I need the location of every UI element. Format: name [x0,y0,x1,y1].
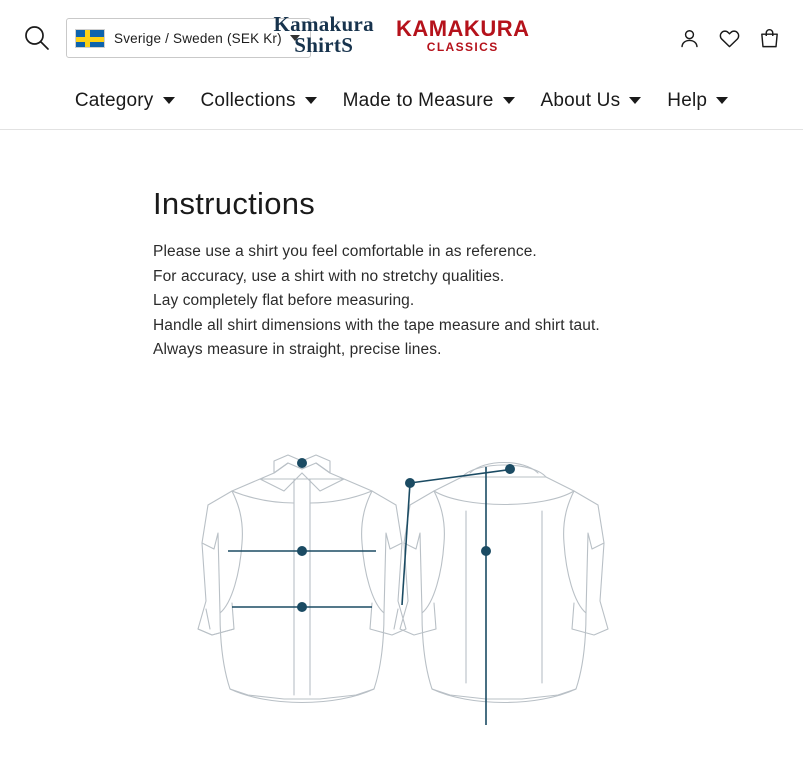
nav-label: Category [74,89,154,111]
wishlist-heart-icon[interactable] [718,27,741,50]
nav-item-made-to-measure[interactable] [343,90,515,112]
top-header-bar [0,0,803,76]
shirt-measurement-diagram [188,433,803,758]
chevron-down-icon [163,97,175,104]
classics-logo-line2: CLASSICS [426,40,499,55]
nav-item-collections[interactable] [201,90,317,112]
header-action-icons [678,27,781,50]
nav-label: Made to Measure [342,89,494,111]
chevron-down-icon [629,97,641,104]
page-title: Instructions [153,186,316,221]
chevron-down-icon [503,97,515,104]
shirt-front-illustration [198,455,406,703]
instructions-list [153,240,803,363]
main-content [0,130,803,758]
search-icon[interactable] [22,23,52,53]
nav-item-about-us[interactable] [541,90,642,112]
instruction-line: Always measure in straight, precise lines. [153,341,442,359]
chevron-down-icon [716,97,728,104]
nav-label: About Us [540,89,621,111]
kamakura-logo-line1: Kamakura [273,12,374,36]
main-navigation [0,76,803,130]
instruction-line: Lay completely flat before measuring. [153,292,415,310]
shirt-back-illustration [400,462,608,702]
kamakura-classics-logo[interactable] [396,17,530,54]
country-selector-value: Sverige / Sweden (SEK Kr) [114,30,282,46]
instruction-line: Handle all shirt dimensions with the tape measure and shirt taut. [153,316,600,334]
classics-logo-line1: KAMAKURA [395,16,530,42]
cart-bag-icon[interactable] [758,27,781,50]
account-icon[interactable] [678,27,701,50]
nav-item-category[interactable] [75,90,175,112]
nav-label: Collections [200,89,296,111]
sweden-flag-icon [75,29,105,48]
instruction-line: Please use a shirt you feel comfortable in as reference. [153,243,537,260]
nav-item-help[interactable] [667,90,728,112]
kamakura-shirts-logo[interactable] [274,14,374,57]
kamakura-logo-line2: ShirtS [294,33,354,58]
chevron-down-icon [305,97,317,104]
nav-label: Help [667,89,708,111]
instruction-line: For accuracy, use a shirt with no stretchy qualities. [153,267,505,285]
